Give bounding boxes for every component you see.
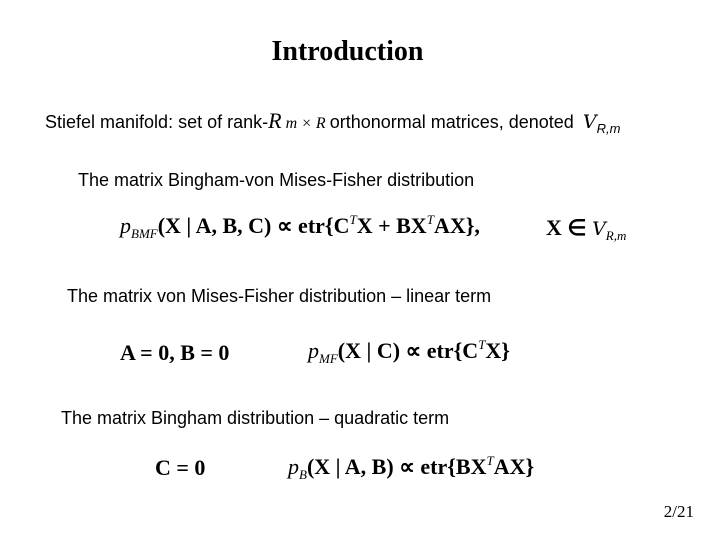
definition-text-a: Stiefel manifold: set of rank-: [45, 112, 269, 132]
b-args: (X | A, B) ∝ etr{BX: [306, 454, 487, 479]
stiefel-definition: [45, 108, 620, 136]
b-p: p: [288, 454, 299, 479]
stiefel-subscript: R,m: [596, 121, 621, 136]
bmf-end: AX},: [433, 213, 480, 238]
equation-b: [288, 453, 534, 483]
bmf-sup2: T: [426, 212, 434, 227]
mf-sup: T: [478, 337, 486, 352]
bmf-args: (X | A, B, C) ∝ etr{C: [157, 213, 350, 238]
equation-bmf-condition: [546, 215, 626, 244]
bmf-mid: X + BX: [356, 213, 427, 238]
stiefel-symbol: V: [582, 111, 597, 133]
definition-text-b: orthonormal matrices, denoted: [329, 112, 574, 132]
bmf-cond-v: V: [592, 218, 606, 240]
bmf-cond-x: X ∈: [546, 215, 587, 240]
heading-b: The matrix Bingham distribution – quadratic term: [61, 408, 450, 428]
condition-b: C = 0: [155, 455, 206, 480]
bmf-cond-sub: R,m: [605, 228, 627, 243]
b-p-sub: B: [299, 467, 307, 482]
bmf-p-sub: BMF: [131, 226, 158, 241]
mf-end: X}: [485, 338, 510, 363]
bmf-p: p: [120, 213, 131, 238]
equation-mf: [308, 337, 510, 367]
condition-mf: A = 0, B = 0: [120, 340, 230, 365]
matrix-dims: m × R: [285, 115, 326, 132]
heading-bmf: The matrix Bingham-von Mises-Fisher distribution: [78, 170, 475, 190]
b-end: AX}: [493, 454, 535, 479]
heading-mf: The matrix von Mises-Fisher distribution – linear term: [67, 286, 492, 306]
mf-p: p: [308, 338, 319, 363]
b-sup: T: [486, 453, 494, 468]
rank-symbol: R: [268, 108, 282, 133]
page-number: 2/21: [663, 502, 694, 521]
mf-args: (X | C) ∝ etr{C: [337, 338, 479, 363]
bmf-sup1: T: [349, 212, 357, 227]
equation-bmf: [120, 212, 480, 242]
page-title: Introduction: [271, 36, 424, 67]
mf-p-sub: MF: [319, 351, 338, 366]
